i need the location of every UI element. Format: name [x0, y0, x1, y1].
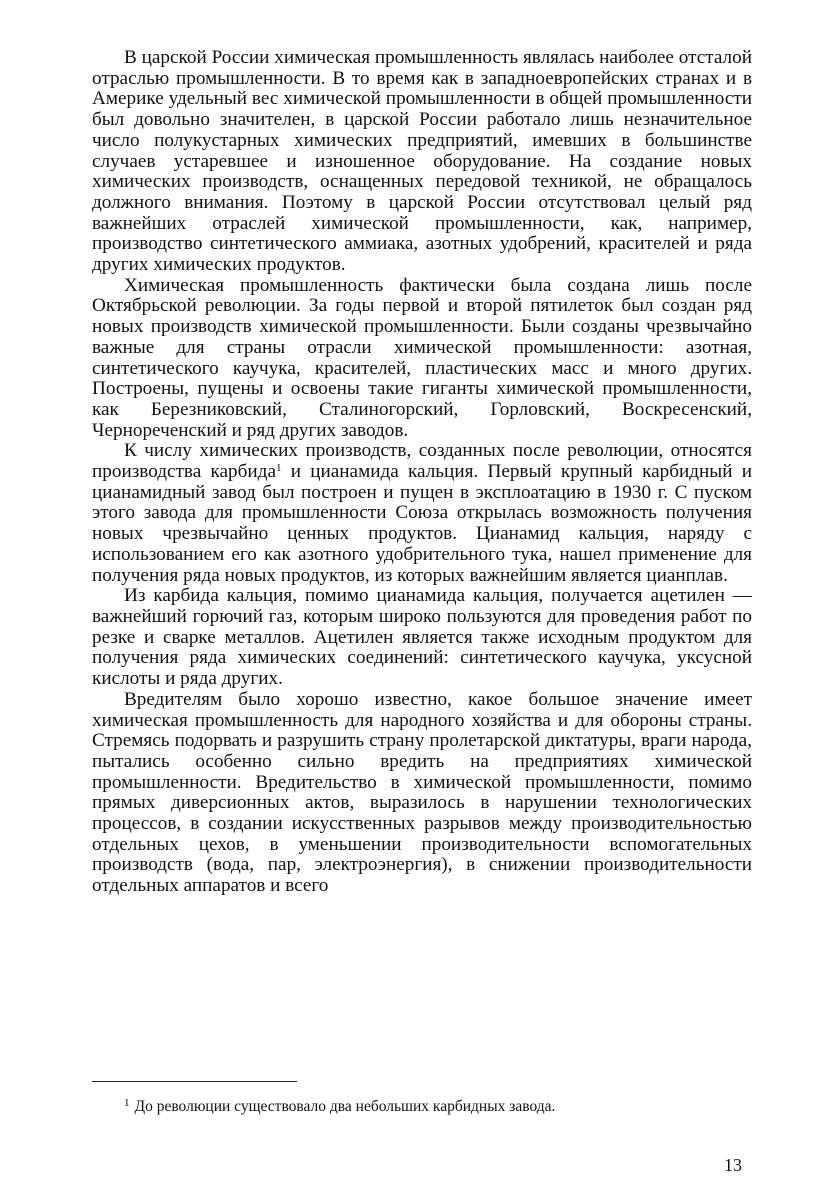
paragraph-1: [92, 48, 752, 276]
paragraph-3-text-start: К числу химических производств, созданных после революции, относятся производства карбида: [92, 440, 752, 483]
paragraph-3: [92, 441, 752, 586]
paragraph-2: [92, 276, 752, 442]
footnote-text: До революции существовало два небольших карбидных завода.: [134, 1098, 556, 1115]
paragraph-4-text: Из карбида кальция, помимо цианамида кальция, получается ацетилен — важнейший горючий газ, которым широко пользуются для проведения работ по резке и сварке металлов. Ацетилен является также исходным продуктом для получения ряда химических соединений: синтетического каучука, уксусной кислоты и ряда других.: [92, 585, 752, 690]
footnote-reference-mark: 1: [275, 462, 282, 475]
paragraph-5-text: Вредителям было хорошо известно, какое большое значение имеет химическая промышленность для народного хозяйства и для обороны страны. Стремясь подорвать и разрушить страну пролетарской диктатуры, враги народа, пытались особенно сильно вредить на предприятиях химической промышленности. Вредительство в химической промышленности, помимо прямых диверсионных актов, выразилось в нарушении технологических процессов, в создании искусственных разрывов между производительностью отдельных цехов, в уменьшении производительности вспомогательных производств (вода, пар, электроэнергия), в снижении производительности отдельных аппаратов и всего: [92, 688, 752, 897]
page-number: 13: [724, 1155, 742, 1175]
paragraph-1-text: В царской России химическая промышленность являлась наиболее отсталой отраслью промышленности. В то время как в западноевропейских странах и в Америке удельный вес химической промышленности в общей промышленности был довольно значителен, в царской России работало лишь незначительное число полукустарных химических предприятий, имевших в большинстве случаев устаревшее и изношенное оборудование. На создание новых химических производств, оснащенных передовой техникой, не обращалось должного внимания. Поэтому в царской России отсутствовал целый ряд важнейших отраслей химической промышленности, как, например, производство синтетического аммиака, азотных удобрений, красителей и ряда других химических продуктов.: [92, 47, 752, 276]
paragraph-2-text: Химическая промышленность фактически была создана лишь после Октябрьской революции. За годы первой и второй пятилеток был создан ряд новых производств химической промышленности. Были созданы чрезвычайно важные для страны отрасли химической промышленности: азотная, синтетического каучука, красителей, пластических масс и много других. Построены, пущены и освоены такие гиганты химической промышленности, как Березниковский, Сталиногорский, Горловский, Воскресенский, Чернореченский и ряд других заводов.: [92, 274, 752, 441]
paragraph-5: [92, 690, 752, 897]
paragraph-4: [92, 586, 752, 690]
footnote: [124, 1094, 744, 1116]
body-text: [92, 48, 752, 897]
paragraph-3-text-end: и цианамида кальция. Первый крупный карбидный и цианамидный завод был построен и пущен в эксплоатацию в 1930 г. С пуском этого завода для промышленности Союза открылась возможность получения новых чрезвычайно ценных продуктов. Цианамид кальция, наряду с использованием его как азотного удобрительного тука, нашел применение для получения ряда новых продуктов, из которых важнейшим является цианплав.: [92, 461, 752, 586]
footnote-mark: 1: [124, 1097, 130, 1109]
footnote-separator: [92, 1081, 297, 1082]
